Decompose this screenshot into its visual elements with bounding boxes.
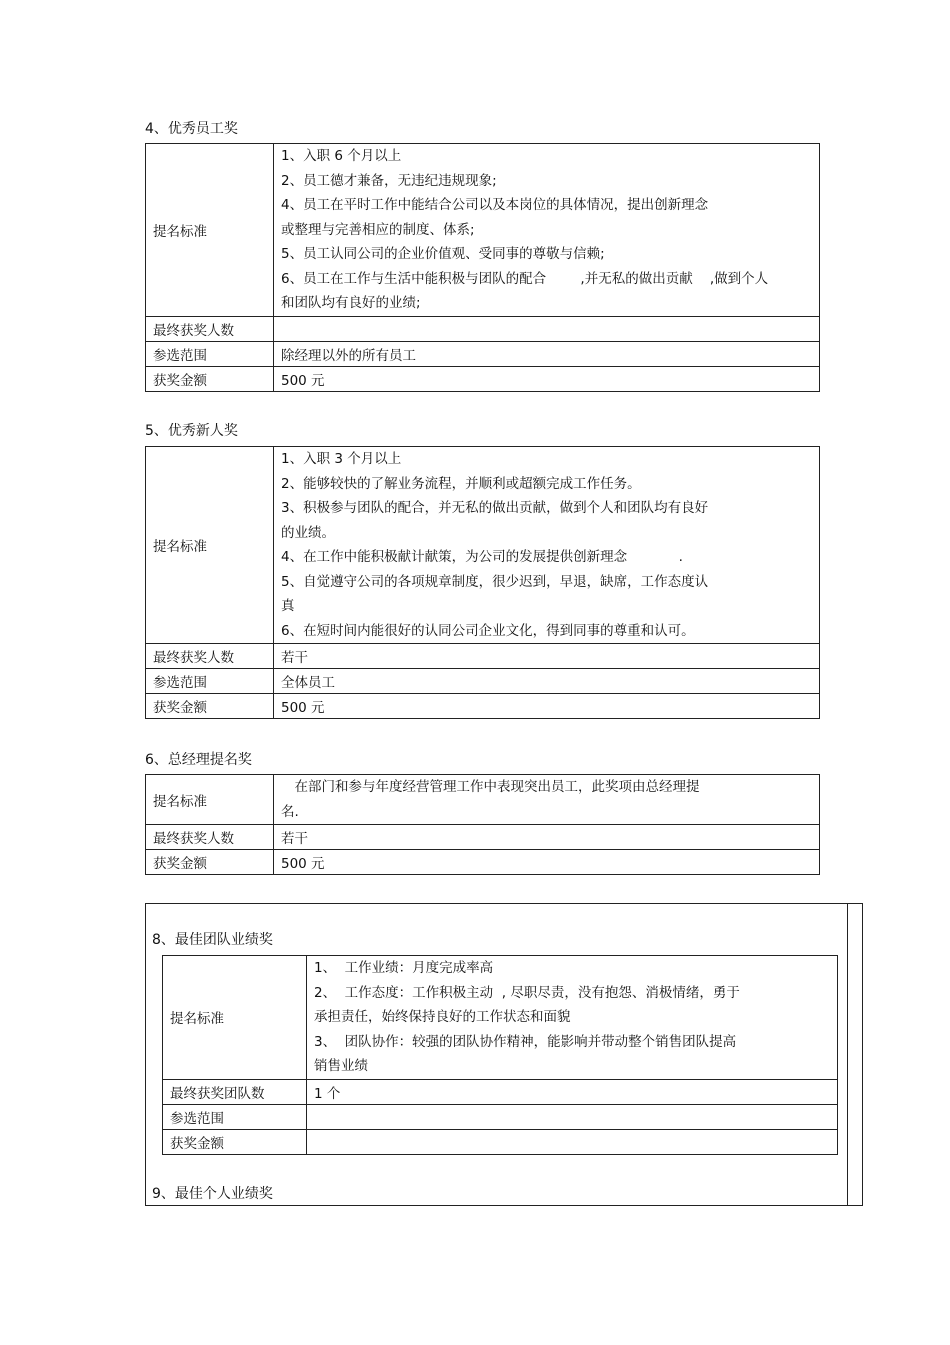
- table-row: [146, 366, 820, 391]
- row-label: 参选范围: [146, 669, 274, 694]
- criteria-line: 1、 工作业绩：月度完成率高: [314, 960, 494, 976]
- table-row: [146, 825, 820, 850]
- criteria-line: 4、在工作中能积极献计献策，为公司的发展提供创新理念 .: [281, 549, 683, 565]
- criteria-cell: [307, 956, 838, 1080]
- row-label: 最终获奖人数: [146, 825, 274, 850]
- row-value: 500 元: [274, 850, 820, 875]
- row-label: 最终获奖人数: [146, 644, 274, 669]
- criteria-line: 2、 工作态度：工作积极主动 , 尽职尽责，没有抱怨、消极情绪，勇于: [314, 984, 740, 1001]
- row-label: 最终获奖人数: [146, 316, 274, 341]
- criteria-line: 5、员工认同公司的企业价值观、受同事的尊敬与信赖;: [281, 246, 605, 262]
- row-label: 获奖金额: [146, 850, 274, 875]
- criteria-line: 3、 团队协作：较强的团队协作精神，能影响并带动整个销售团队提高: [314, 1033, 737, 1050]
- criteria-line: 的业绩。: [281, 524, 335, 541]
- criteria-cell: [274, 447, 820, 644]
- section-heading-excellent-newcomer: 5、优秀新人奖: [145, 423, 238, 439]
- award-table-excellent-employee: [145, 143, 820, 392]
- frame-divider: [847, 904, 848, 1206]
- table-row: [163, 1129, 838, 1154]
- table-row: [146, 644, 820, 669]
- criteria-line: 6、员工在工作与生活中能积极与团队的配合 ,并无私的做出贡献 ,做到个人: [281, 270, 769, 287]
- criteria-line: 6、在短时间内能很好的认同公司企业文化，得到同事的尊重和认可。: [281, 622, 695, 639]
- award-table-gm-nomination: [145, 774, 820, 875]
- criteria-line: 5、自觉遵守公司的各项规章制度，很少迟到，早退，缺席，工作态度认: [281, 573, 709, 590]
- table-row: [146, 341, 820, 366]
- row-label: 参选范围: [146, 341, 274, 366]
- criteria-line: 或整理与完善相应的制度、体系;: [281, 221, 475, 238]
- table-row: [146, 316, 820, 341]
- table-row: [146, 144, 820, 317]
- row-label: 参选范围: [163, 1104, 307, 1129]
- criteria-cell: [274, 144, 820, 317]
- row-value: 若干: [274, 825, 820, 850]
- criteria-line: 和团队均有良好的业绩;: [281, 295, 421, 311]
- criteria-line: 2、员工德才兼备，无违纪违规现象;: [281, 172, 497, 189]
- row-value: [274, 316, 820, 341]
- criteria-line: 在部门和参与年度经营管理工作中表现突出员工，此奖项由总经理提: [294, 779, 700, 795]
- section-heading-best-team: 8、最佳团队业绩奖: [152, 932, 273, 948]
- row-value: [307, 1104, 838, 1129]
- criteria-line: 1、入职 3 个月以上: [281, 451, 402, 467]
- award-table-excellent-newcomer: [145, 446, 820, 719]
- row-value: [307, 1129, 838, 1154]
- table-row: [146, 694, 820, 719]
- award-table-best-team: [162, 955, 838, 1155]
- criteria-label: 提名标准: [146, 144, 274, 317]
- table-row: [163, 956, 838, 1080]
- section-heading-best-individual: 9、最佳个人业绩奖: [152, 1186, 273, 1202]
- section-heading-gm-nomination: 6、总经理提名奖: [145, 752, 252, 768]
- criteria-line: 2、能够较快的了解业务流程，并顺利或超额完成工作任务。: [281, 475, 641, 492]
- row-value: 若干: [274, 644, 820, 669]
- row-label: 获奖金额: [163, 1129, 307, 1154]
- row-label: 最终获奖团队数: [163, 1079, 307, 1104]
- criteria-line: 销售业绩: [314, 1058, 368, 1074]
- row-value: 全体员工: [274, 669, 820, 694]
- criteria-line: 承担责任，始终保持良好的工作状态和面貌: [314, 1009, 571, 1025]
- table-row: [146, 669, 820, 694]
- table-row: [163, 1079, 838, 1104]
- table-row: [146, 775, 820, 825]
- criteria-line: 3、积极参与团队的配合，并无私的做出贡献，做到个人和团队均有良好: [281, 500, 709, 516]
- criteria-line: 名.: [281, 803, 299, 820]
- row-value: 500 元: [274, 694, 820, 719]
- row-value: 1 个: [307, 1079, 838, 1104]
- row-value: 500 元: [274, 366, 820, 391]
- criteria-line: 1、入职 6 个月以上: [281, 148, 402, 164]
- row-label: 获奖金额: [146, 366, 274, 391]
- table-row: [163, 1104, 838, 1129]
- criteria-label: 提名标准: [146, 447, 274, 644]
- table-row: [146, 850, 820, 875]
- row-label: 获奖金额: [146, 694, 274, 719]
- criteria-label: 提名标准: [163, 956, 307, 1080]
- criteria-line: 4、员工在平时工作中能结合公司以及本岗位的具体情况，提出创新理念: [281, 197, 709, 213]
- criteria-cell: [274, 775, 820, 825]
- row-value: 除经理以外的所有员工: [274, 341, 820, 366]
- criteria-line: 真: [281, 598, 295, 614]
- section-heading-excellent-employee: 4、优秀员工奖: [145, 121, 238, 137]
- table-row: [146, 447, 820, 644]
- criteria-label: 提名标准: [146, 775, 274, 825]
